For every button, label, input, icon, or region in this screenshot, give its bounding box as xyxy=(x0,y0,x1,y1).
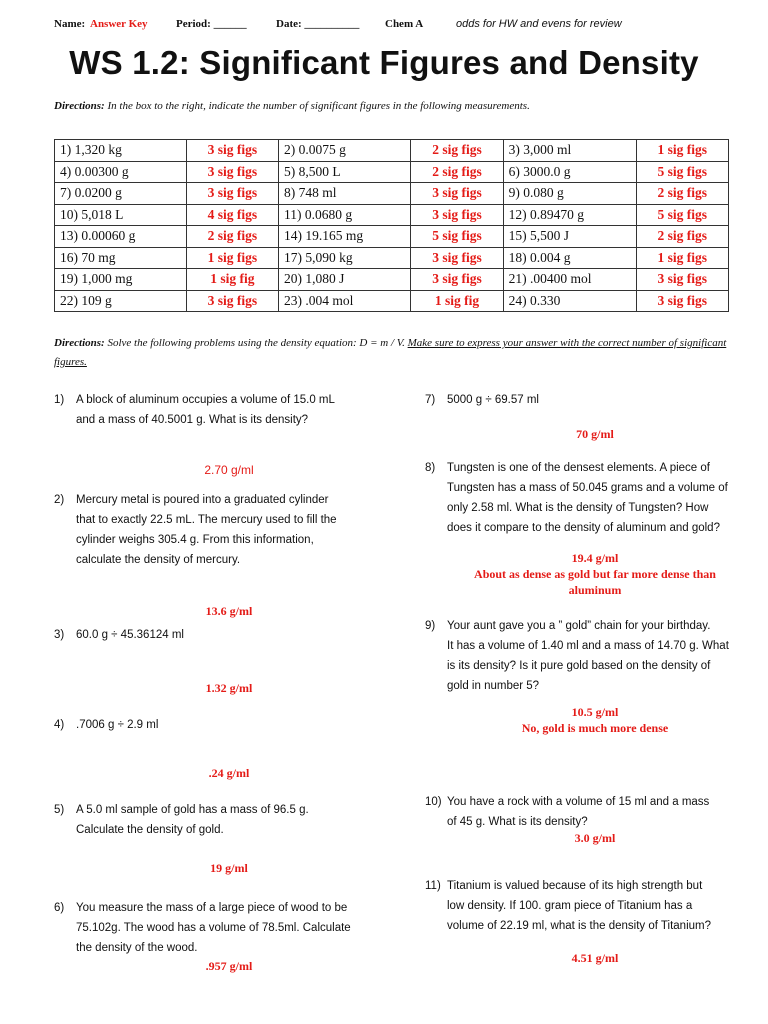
answer-cell: 2 sig figs xyxy=(411,161,503,183)
answer-cell: 2 sig figs xyxy=(636,183,728,205)
directions2-text: Solve the following problems using the density equation: D = m / V. xyxy=(107,337,405,349)
answer-cell: 5 sig figs xyxy=(636,161,728,183)
header-note: odds for HW and evens for review xyxy=(456,18,622,30)
measurement-cell: 4) 0.00300 g xyxy=(55,161,187,183)
answer-cell: 3 sig figs xyxy=(636,290,728,312)
directions-text: In the box to the right, indicate the number of significant figures in the following measurements. xyxy=(107,100,530,112)
answer-cell: 3 sig figs xyxy=(411,204,503,226)
name-label: Name: xyxy=(54,18,86,30)
answer-cell: 2 sig figs xyxy=(186,226,278,248)
answer-cell: 1 sig fig xyxy=(186,269,278,291)
problem-number: 7) xyxy=(425,394,436,406)
page-title: WS 1.2: Significant Figures and Density xyxy=(69,44,699,81)
measurement-cell: 16) 70 mg xyxy=(55,247,187,269)
answer-cell: 3 sig figs xyxy=(636,269,728,291)
problem-text-line: It has a volume of 1.40 ml and a mass of 14.70 g. What xyxy=(447,640,729,652)
measurement-cell: 6) 3000.0 g xyxy=(503,161,636,183)
problem-text-line: You have a rock with a volume of 15 ml and a mass xyxy=(447,796,710,808)
answer-line: aluminum xyxy=(568,583,622,597)
problem-number: 4) xyxy=(54,719,65,731)
table-row xyxy=(55,269,729,291)
problem-text-line: volume of 22.19 ml, what is the density of Titanium? xyxy=(447,920,711,932)
problem-text-line: calculate the density of mercury. xyxy=(76,554,241,566)
problem-text-line: and a mass of 40.5001 g. What is its density? xyxy=(76,414,309,426)
problem-text-line: low density. If 100. gram piece of Titanium has a xyxy=(447,900,693,912)
measurement-cell: 14) 19.165 mg xyxy=(279,226,411,248)
answer-cell: 2 sig figs xyxy=(411,140,503,162)
answer-cell: 1 sig figs xyxy=(636,247,728,269)
measurement-cell: 15) 5,500 J xyxy=(503,226,636,248)
answer-cell: 3 sig figs xyxy=(186,183,278,205)
answer-line: .957 g/ml xyxy=(205,959,253,973)
answer-cell: 4 sig figs xyxy=(186,204,278,226)
problem-number: 3) xyxy=(54,629,65,641)
answer-line: 13.6 g/ml xyxy=(205,604,253,618)
measurement-cell: 22) 109 g xyxy=(55,290,187,312)
answer-line: 19.4 g/ml xyxy=(571,551,619,565)
problem-text-line: that to exactly 22.5 mL. The mercury used to fill the xyxy=(76,514,337,526)
problem-text-line: the density of the wood. xyxy=(76,942,198,954)
problem-text-line: Calculate the density of gold. xyxy=(76,824,224,836)
name-value: Answer Key xyxy=(90,18,148,30)
measurement-cell: 23) .004 mol xyxy=(279,290,411,312)
problem-text-line: Tungsten has a mass of 50.045 grams and a volume of xyxy=(447,482,728,494)
answer-cell: 5 sig figs xyxy=(636,204,728,226)
problem-number: 9) xyxy=(425,620,436,632)
table-row xyxy=(55,140,729,162)
answer-line: 19 g/ml xyxy=(210,861,248,875)
problem-number: 6) xyxy=(54,902,65,914)
problem-text-line: Titanium is valued because of its high strength but xyxy=(447,880,703,892)
answer-cell: 3 sig figs xyxy=(186,290,278,312)
problem-number: 2) xyxy=(54,494,65,506)
measurement-cell: 24) 0.330 xyxy=(503,290,636,312)
measurement-cell: 7) 0.0200 g xyxy=(55,183,187,205)
measurement-cell: 9) 0.080 g xyxy=(503,183,636,205)
problem-number: 5) xyxy=(54,804,65,816)
measurement-cell: 19) 1,000 mg xyxy=(55,269,187,291)
directions-label: Directions: xyxy=(54,100,105,112)
table-row xyxy=(55,161,729,183)
measurement-cell: 5) 8,500 L xyxy=(279,161,411,183)
problem-text-line: A 5.0 ml sample of gold has a mass of 96.5 g. xyxy=(76,804,309,816)
problem-number: 1) xyxy=(54,394,65,406)
problem-text-line: You measure the mass of a large piece of wood to be xyxy=(76,902,348,914)
problem-text-line: Mercury metal is poured into a graduated cylinder xyxy=(76,494,329,506)
problem-text-line: of 45 g. What is its density? xyxy=(447,816,588,828)
answer-line: 1.32 g/ml xyxy=(205,681,253,695)
problem-number: 10) xyxy=(425,796,442,808)
answer-cell: 1 sig figs xyxy=(636,140,728,162)
date-field: Date: __________ xyxy=(276,18,360,30)
answer-cell: 3 sig figs xyxy=(411,269,503,291)
course-label: Chem A xyxy=(385,18,424,30)
answer-cell: 1 sig figs xyxy=(186,247,278,269)
answer-cell: 3 sig figs xyxy=(186,140,278,162)
answer-line: 3.0 g/ml xyxy=(574,831,616,845)
answer-line: 70 g/ml xyxy=(576,427,614,441)
problem-text-line: is its density? Is it pure gold based on the density of xyxy=(447,660,711,672)
problem-text-line: Tungsten is one of the densest elements. A piece of xyxy=(447,462,710,474)
measurement-cell: 21) .00400 mol xyxy=(503,269,636,291)
problem-text-line: A block of aluminum occupies a volume of 15.0 mL xyxy=(76,394,335,406)
answer-line: .24 g/ml xyxy=(208,766,250,780)
answer-line: 4.51 g/ml xyxy=(571,951,619,965)
problem-text-line: Your aunt gave you a ” gold” chain for your birthday. xyxy=(447,620,711,632)
problem-text-line: 5000 g ÷ 69.57 ml xyxy=(447,394,539,406)
answer-line: No, gold is much more dense xyxy=(521,721,669,735)
answer-line: About as dense as gold but far more dense than xyxy=(474,567,716,581)
problem-text-line: gold in number 5? xyxy=(447,680,540,692)
answer-cell: 5 sig figs xyxy=(411,226,503,248)
measurement-cell: 18) 0.004 g xyxy=(503,247,636,269)
problem-number: 8) xyxy=(425,462,436,474)
measurement-cell: 13) 0.00060 g xyxy=(55,226,187,248)
problem-number: 11) xyxy=(425,880,441,892)
answer-cell: 2 sig figs xyxy=(636,226,728,248)
measurement-cell: 3) 3,000 ml xyxy=(503,140,636,162)
measurement-cell: 12) 0.89470 g xyxy=(503,204,636,226)
problem-text-line: 60.0 g ÷ 45.36124 ml xyxy=(76,629,184,641)
answer-cell: 3 sig figs xyxy=(411,183,503,205)
measurement-cell: 17) 5,090 kg xyxy=(279,247,411,269)
measurement-cell: 20) 1,080 J xyxy=(279,269,411,291)
directions-sig-figs xyxy=(54,100,734,112)
period-field: Period: ______ xyxy=(176,18,247,30)
answer-cell: 1 sig fig xyxy=(411,290,503,312)
table-row xyxy=(55,290,729,312)
table-row xyxy=(55,183,729,205)
directions2-label: Directions: xyxy=(54,337,105,349)
directions-density xyxy=(54,334,734,372)
problem-text-line: 75.102g. The wood has a volume of 78.5ml. Calculate xyxy=(76,922,351,934)
problem-text-line: does it compare to the density of aluminum and gold? xyxy=(447,522,720,534)
measurement-cell: 10) 5,018 L xyxy=(55,204,187,226)
answer-line: 10.5 g/ml xyxy=(571,705,619,719)
measurement-cell: 11) 0.0680 g xyxy=(279,204,411,226)
measurement-cell: 1) 1,320 kg xyxy=(55,140,187,162)
table-row xyxy=(55,204,729,226)
answer-cell: 3 sig figs xyxy=(186,161,278,183)
measurement-cell: 8) 748 ml xyxy=(279,183,411,205)
answer-cell: 3 sig figs xyxy=(411,247,503,269)
table-row xyxy=(55,226,729,248)
measurement-cell: 2) 0.0075 g xyxy=(279,140,411,162)
problem-text-line: cylinder weighs 305.4 g. From this information, xyxy=(76,534,314,546)
sig-figs-table xyxy=(54,139,729,312)
answer-line: 2.70 g/ml xyxy=(204,463,254,477)
directions2-underlined: Make sure to express your answer with the correct number of significant figures. xyxy=(54,337,727,368)
table-row xyxy=(55,247,729,269)
problem-text-line: only 2.58 ml. What is the density of Tungsten? How xyxy=(447,502,709,514)
problem-text-line: .7006 g ÷ 2.9 ml xyxy=(76,719,159,731)
